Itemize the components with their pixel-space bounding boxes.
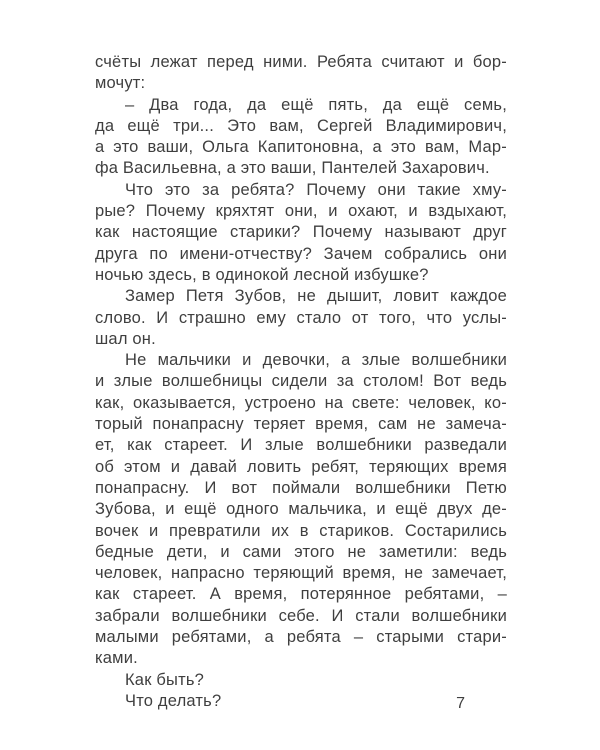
- text-line: понапрасну. И вот поймали волшебники Петю: [95, 478, 507, 497]
- text-line: об этом и давай ловить ребят, теряющих время: [95, 457, 507, 476]
- text-line: – Два года, да ещё пять, да ещё семь,: [125, 95, 507, 114]
- text-line: Что это за ребята? Почему они такие хму-: [125, 180, 507, 199]
- text-line: да ещё три... Это вам, Сергей Владимирович,: [95, 116, 507, 135]
- text-line: Зубова, и ещё одного мальчика, и ещё двух де-: [95, 500, 507, 519]
- text-line: Как быть?: [125, 670, 205, 689]
- text-line: малыми ребятами, а ребята – старыми стари-: [95, 628, 507, 647]
- text-line: и злые волшебницы сидели за столом! Вот ведь: [95, 372, 507, 391]
- text-line: мочут:: [95, 74, 146, 93]
- text-line: бедные дети, и сами этого не заметили: ведь: [95, 542, 507, 561]
- text-line: человек, напрасно теряющий время, не замечает,: [95, 564, 507, 583]
- page-number: 7: [456, 695, 465, 712]
- text-line: ет, как стареет. И злые волшебники разведали: [95, 436, 507, 455]
- text-block: [95, 52, 507, 712]
- text-line: забрали волшебники себе. И стали волшебники: [95, 606, 507, 625]
- text-line: рые? Почему кряхтят они, и охают, и вздыхают,: [95, 202, 507, 221]
- text-line: торый понапрасну теряет время, сам не замеча-: [95, 415, 507, 434]
- text-line: Что делать?: [125, 691, 222, 710]
- text-line: друга по имени-отчеству? Зачем собрались они: [95, 244, 507, 263]
- text-line: а это ваши, Ольга Капитоновна, а это вам, Мар-: [95, 138, 507, 157]
- text-line: фа Васильевна, а это ваши, Пантелей Захарович.: [95, 159, 490, 178]
- text-line: как стареет. А время, потерянное ребятами, –: [95, 585, 507, 604]
- text-line: шал он.: [95, 329, 156, 348]
- text-line: как настоящие старики? Почему называют друг: [95, 223, 507, 242]
- text-line: ночью здесь, в одинокой лесной избушке?: [95, 265, 429, 284]
- text-line: вочек и превратили их в стариков. Состарились: [95, 521, 507, 540]
- text-line: Замер Петя Зубов, не дышит, ловит каждое: [125, 287, 507, 306]
- text-line: слово. И страшно ему стало от того, что услы-: [95, 308, 507, 327]
- text-line: как, оказывается, устроено на свете: человек, ко-: [95, 393, 507, 412]
- text-line: Не мальчики и девочки, а злые волшебники: [125, 351, 507, 370]
- text-line: счёты лежат перед ними. Ребята считают и бор-: [95, 53, 507, 71]
- text-line: ками.: [95, 649, 138, 668]
